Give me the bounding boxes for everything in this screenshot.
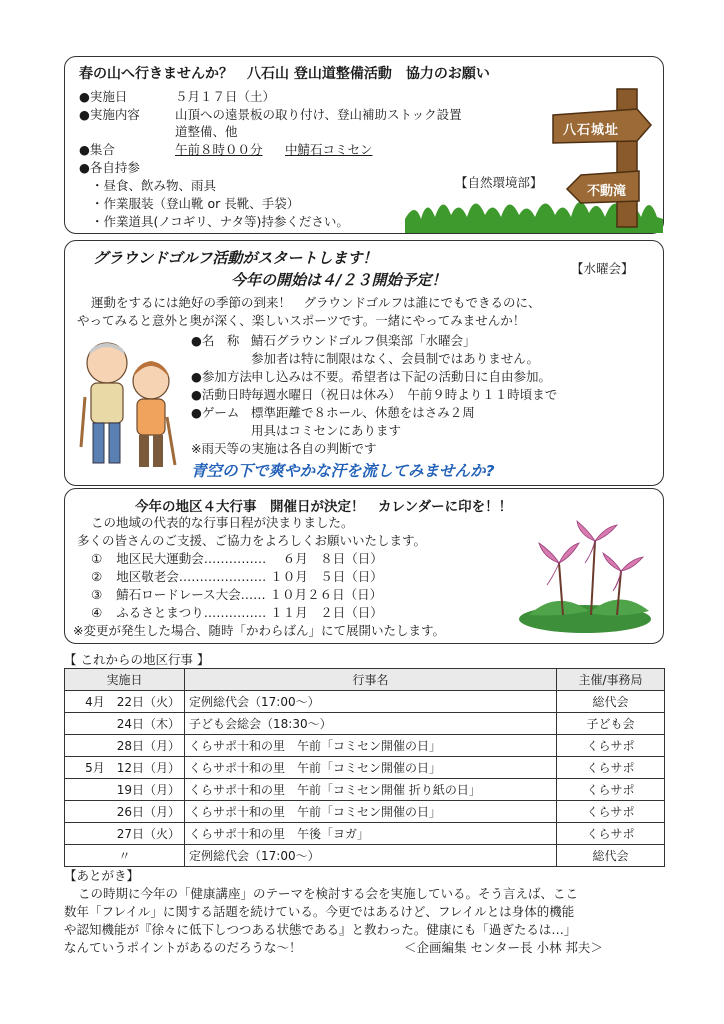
row-date: 27日（火）	[65, 823, 185, 845]
column-header-date: 実施日	[65, 669, 185, 691]
event-item	[91, 587, 382, 603]
column-header-host: 主催/事務局	[557, 669, 665, 691]
row-date: 4月 22日（火）	[65, 691, 185, 713]
bring-item: ・昼食、飲み物、雨具	[91, 178, 217, 193]
golf-intro-line-2: やってみると意外と奥が深く、楽しいスポーツです。一緒にやってみませんか！	[77, 313, 526, 328]
events-intro-line-1: この地域の代表的な行事日程が決まりました。	[91, 515, 354, 530]
golf-title-line-2: 今年の開始は４/２３開始予定！	[231, 271, 447, 289]
flower-illustration	[509, 519, 659, 637]
event-name: 地区民大運動会……………	[116, 551, 267, 566]
event-number: ④	[91, 605, 103, 620]
club-name-label: ●名 称	[191, 333, 240, 348]
join-value: 申し込みは不要。希望者は下記の活動日に自由参加。	[251, 369, 552, 384]
event-date: １０月 ５日（日）	[270, 569, 383, 584]
table-row	[65, 713, 665, 735]
row-host: くらサポ	[557, 779, 665, 801]
sign-label-bottom: 不動滝	[587, 184, 627, 199]
schedule-label: 【 これからの地区行事 】	[64, 652, 210, 667]
event-item	[91, 569, 383, 585]
table-row	[65, 735, 665, 757]
days-label: ●活動日時	[191, 387, 252, 402]
row-date: 28日（月）	[65, 735, 185, 757]
bring-label: ●各自持参	[79, 160, 140, 175]
events-change-note: ※変更が発生した場合、随時「かわらばん」にて展開いたします。	[73, 623, 445, 638]
ground-golf-notice	[64, 240, 664, 486]
date-value: ５月１７日（土）	[175, 89, 276, 104]
row-host: くらサポ	[557, 757, 665, 779]
rain-note: ※雨天等の実施は各自の判断です	[191, 441, 377, 456]
afterword-line-3: や認知機能が『徐々に低下しつつある状態である』と教わった。健康にも「過ぎたるは…」	[64, 922, 577, 937]
afterword-line-2: 数年「フレイル」に関する話題を続けている。今更ではあるけど、フレイルとは身体的機能	[64, 904, 575, 919]
table-header-row	[65, 669, 665, 691]
event-number: ①	[91, 551, 103, 566]
game-note: 用具はコミセンにあります	[251, 423, 402, 438]
club-name-note: 参加者は特に制限はなく、会員制ではありません。	[251, 351, 540, 366]
golf-title-line-1: グラウンドゴルフ活動がスタートします！	[93, 249, 378, 267]
row-event: 定例総代会（17:00～）	[185, 691, 557, 713]
afterword-signature: ＜企画編集 センター長 小林 邦夫＞	[404, 940, 603, 955]
notice-title: 春の山へ行きませんか？ 八石山 登山道整備活動 協力のお願い	[79, 66, 490, 82]
events-intro-line-2: 多くの皆さんのご支援、ご協力をよろしくお願いいたします。	[77, 533, 427, 548]
table-row	[65, 757, 665, 779]
row-date: 5月 12日（月）	[65, 757, 185, 779]
row-host: 総代会	[557, 691, 665, 713]
schedule-table	[64, 668, 665, 867]
column-header-event: 行事名	[185, 669, 557, 691]
row-host: くらサポ	[557, 735, 665, 757]
date-label: ●実施日	[79, 89, 128, 104]
row-event: くらサポ十和の里 午前「コミセン開催の日」	[185, 735, 557, 757]
row-event: くらサポ十和の里 午後「ヨガ」	[185, 823, 557, 845]
days-value: 毎週水曜日（祝日は休み） 午前９時より１１時頃まで	[251, 387, 558, 402]
row-event: 定例総代会（17:00～）	[185, 845, 557, 867]
game-label: ●ゲーム	[191, 405, 240, 420]
golfers-illustration	[73, 337, 183, 483]
event-item	[91, 605, 383, 621]
table-row	[65, 691, 665, 713]
club-tag: 【水曜会】	[571, 261, 634, 276]
bring-item: ・作業服装（登山靴 or 長靴、手袋）	[91, 196, 300, 211]
row-event: くらサポ十和の里 午前「コミセン開催の日」	[185, 801, 557, 823]
event-item	[91, 551, 383, 567]
event-date: １１月 ２日（日）	[270, 605, 383, 620]
content-label: ●実施内容	[79, 107, 140, 122]
signpost-illustration	[405, 79, 663, 233]
golf-slogan: 青空の下で爽やかな汗を流してみませんか?	[191, 462, 495, 480]
gather-place: 中鯖石コミセン	[285, 142, 373, 157]
afterword-label: 【あとがき】	[64, 868, 140, 883]
mountain-trail-notice	[64, 56, 664, 234]
row-host: くらサポ	[557, 801, 665, 823]
event-date: ６月 ８日（日）	[270, 551, 383, 566]
row-date: 19日（月）	[65, 779, 185, 801]
table-row	[65, 823, 665, 845]
join-label: ●参加方法	[191, 369, 252, 384]
annual-events-notice	[64, 488, 664, 644]
game-value: 標準距離で８ホール、休憩をはさみ２周	[251, 405, 475, 420]
row-host: 総代会	[557, 845, 665, 867]
events-title: 今年の地区４大行事 開催日が決定！ カレンダーに印を！！	[135, 499, 513, 515]
event-name: 地区敬老会…………………	[116, 569, 267, 584]
gather-label: ●集合	[79, 142, 115, 157]
table-row	[65, 801, 665, 823]
row-event: くらサポ十和の里 午前「コミセン開催の日」	[185, 757, 557, 779]
golf-intro-line-1: 運動をするには絶好の季節の到来！ グラウンドゴルフは誰にでもできるのに、	[91, 295, 541, 310]
afterword-line-1: この時期に今年の「健康講座」のテーマを検討する会を実施している。そう言えば、ここ	[78, 886, 579, 901]
event-name: 鯖石ロードレース大会……	[116, 587, 266, 602]
afterword-line-4: なんていうポイントがあるのだろうな～！	[64, 940, 302, 955]
table-row	[65, 845, 665, 867]
event-name: ふるさとまつり……………	[116, 605, 267, 620]
row-event: くらサポ十和の里 午前「コミセン開催 折り紙の日」	[185, 779, 557, 801]
row-host: くらサポ	[557, 823, 665, 845]
row-date: 26日（月）	[65, 801, 185, 823]
event-date: １０月２６日（日）	[269, 587, 383, 602]
gather-time: 午前８時００分	[175, 142, 263, 157]
club-name-value: 鯖石グラウンドゴルフ倶楽部「水曜会」	[251, 333, 476, 348]
row-host: 子ども会	[557, 713, 665, 735]
row-event: 子ども会総会（18:30～）	[185, 713, 557, 735]
content-line-1: 山頂への遠景板の取り付け、登山補助ストック設置	[175, 107, 462, 122]
row-date: 24日（木）	[65, 713, 185, 735]
department-tag: 【自然環境部】	[455, 175, 543, 190]
table-row	[65, 779, 665, 801]
sign-label-top: 八石城址	[563, 123, 620, 138]
event-number: ②	[91, 569, 103, 584]
row-date: 〃	[65, 845, 185, 867]
content-line-2: 道整備、他	[175, 124, 238, 139]
bring-item: ・作業道具(ノコギリ、ナタ等)持参ください。	[91, 214, 349, 229]
event-number: ③	[91, 587, 103, 602]
